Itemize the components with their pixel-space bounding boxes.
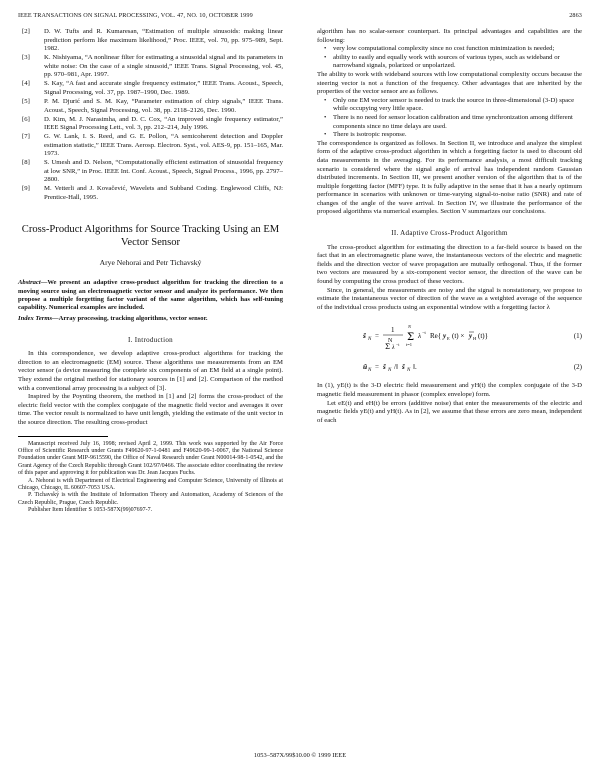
index-terms-text: Array processing, tracking algorithms, vector sensor.: [58, 315, 208, 323]
reference-item: [2] D. W. Tufts and R. Kumaresan, “Estimation of multiple sinusoids: making linear prediction perform like maximum likelihood,” Proc. IEEE, vol. 70, pp. 975–989, Sept. 1982.: [22, 28, 283, 53]
footnote-rule: [18, 436, 108, 437]
svg-text:Σ: Σ: [385, 343, 390, 352]
svg-text:=: =: [375, 363, 379, 372]
paragraph: The cross-product algorithm for estimating the direction to a far-field source is based on the fact that in an electromagnetic plane wave, the instantaneous vectors of the electric and magnetic fields and the direction vector of wave propagation are mutually orthogonal. Thus, if the former two vectors are measured by a six-component vector sensor, the direction of the wave can be found by computing the cross product of these vectors.: [317, 243, 582, 286]
svg-text:(t)}: (t)}: [478, 332, 488, 341]
copyright-footer: 1053–587X/99$10.00 © 1999 IEEE: [253, 752, 347, 759]
index-terms: [18, 315, 283, 323]
svg-text:N: N: [408, 324, 412, 330]
paper-authors: Arye Nehorai and Petr Tichavský: [99, 257, 202, 267]
svg-text:t=1: t=1: [406, 342, 413, 348]
paragraph: In (1), yE(t) is the 3-D electric field measurement and yH(t) the complex conjugate of the 3-D magnetic field measurement in phasor (complex envelope) form.: [317, 382, 582, 398]
footnote: A. Nehorai is with Department of Electrical Engineering and Computer Science, University of Illinois at Chicago, Chicago, IL 60607-7053 USA.: [18, 477, 283, 492]
reference-item: [7] G. W. Lank, I. S. Reed, and G. E. Pollon, “A semicoherent detection and Doppler estimation statistic,” IEEE Trans. Aerosp. Electron. Syst., vol. AES-9, pp. 151–165, Mar. 1973.: [22, 133, 283, 158]
svg-text:N: N: [388, 368, 392, 374]
svg-text:ŝ: ŝ: [363, 331, 366, 341]
reference-item: [8] S. Umesh and D. Nelson, “Computationally efficient estimation of sinusoidal frequency at low SNR,” in Proc. IEEE Int. Conf. Acoust., Speech, Signal Process., 1996, pp. 2797–2800.: [22, 159, 283, 184]
svg-text:Σ: Σ: [407, 332, 415, 344]
svg-text:Re{: Re{: [430, 332, 442, 341]
equation-2: [317, 360, 582, 374]
svg-text:(t) ×: (t) ×: [452, 332, 465, 341]
journal-header: IEEE TRANSACTIONS ON SIGNAL PROCESSING, VOL. 47, NO. 10, OCTOBER 1999: [18, 12, 253, 19]
index-terms-label: Index Terms—: [18, 315, 59, 323]
list-item: • Only one EM vector sensor is needed to track the source in three-dimensional (3-D) space while occupying very little space.: [333, 97, 582, 114]
right-column: [317, 28, 582, 425]
paragraph: The ability to work with wideband sources with low computational complexity occurs because the steering vector is not a function of the frequency. Other advantages that are inherited by the properties of the vector sensor are as follows.: [317, 70, 582, 96]
section-heading-algorithm: II. Adaptive Cross-Product Algorithm: [391, 229, 508, 238]
footnote: Manuscript received July 16, 1998; revised April 2, 1999. This work was supported by the Air Force Office of Scientific Research under Grants F49620-97-1-0481 and F49620-99-1-0067, the National Science Foundation under Grant MIP-9615590, the Office of Naval Research under Grant N00014-98-1-0542, and the Grant Agency of the Czech Republic through Grant 102/97/0466. The associate editor coordinating the review of this paper and approving it for publication was Dr. Jean Jacques Fuchs.: [18, 440, 283, 477]
svg-text:1: 1: [391, 326, 395, 335]
svg-text:λ: λ: [392, 345, 395, 352]
svg-text:N: N: [368, 368, 372, 374]
svg-text:−t: −t: [396, 342, 400, 348]
paragraph: Since, in general, the measurements are noisy and the signal is nonstationary, we propose to estimate the instantaneous vector of direction of the wave as a weighted average of the sequence of the individual cross products using an exponential window with a forgetting factor λ: [317, 286, 582, 311]
paragraph: Let eE(t) and eH(t) be errors (additive noise) that enter the measurements of the electric and magnetic fields yE(t) and yH(t). As in [2], we assume that these errors are zero mean, independent of each: [317, 399, 582, 424]
svg-text:‖.: ‖.: [413, 363, 417, 372]
svg-text:N: N: [407, 368, 411, 374]
reference-item: [5] P. M. Djurić and S. M. Kay, “Parameter estimation of chirp signals,” IEEE Trans. Acoust., Speech, Signal Processing, vol. 38, pp. 2118–2126, Dec. 1990.: [22, 97, 283, 114]
intro-paragraph: Inspired by the Poynting theorem, the method in [1] and [2] forms the cross-product of the electric field vector with the complex conjugate of the magnetic field vector and averages it over time. The vector result is normalized to have unit length, yielding the estimate of the unit vector in the source direction. The resulting cross-product: [18, 393, 283, 427]
svg-text:ŝ: ŝ: [383, 363, 386, 372]
footnote: P. Tichavský is with the Institute of Information Theory and Automation, Academy of Sciences of the Czech Republic, Prague, Czech Republic.: [18, 492, 283, 506]
page-number: 2863: [569, 12, 582, 19]
paper-title: Cross-Product Algorithms for Source Tracking Using an EM Vector Sensor: [21, 223, 280, 248]
svg-text:û: û: [363, 362, 368, 372]
svg-text:λ: λ: [418, 332, 422, 341]
svg-text:/‖: /‖: [394, 363, 398, 372]
footnotes: [18, 441, 283, 515]
reference-list: [18, 28, 283, 203]
equation-1-number: (1): [573, 332, 582, 341]
properties-list: [317, 97, 582, 140]
abstract-label: Abstract—: [18, 279, 48, 287]
equation-2-number: (2): [573, 363, 582, 372]
running-header: [18, 12, 582, 19]
section-heading-introduction: I. Introduction: [128, 335, 173, 344]
reference-item: [6] D. Kim, M. J. Narasimha, and D. C. Cox, “An improved single frequency estimator,” IEEE Signal Processing Lett., vol. 3, pp. 212–214, July 1996.: [22, 115, 283, 132]
reference-item: [9] M. Vetterli and J. Kovačević, Wavelets and Subband Coding. Englewood Cliffs, NJ: Prentice-Hall, 1995.: [22, 185, 283, 202]
paragraph: algorithm has no scalar-sensor counterpart. Its principal advantages and capabilities are the following:: [317, 28, 582, 44]
equation-2-graphic: [317, 360, 582, 374]
svg-text:E: E: [447, 336, 450, 342]
reference-item: [3] K. Nishiyama, “A nonlinear filter for estimating a sinusoidal signal and its parameters in white noise: On the case of a single sinusoid,” IEEE Trans. Signal Processing, vol. 45, pp. 970–981, Apr. 1997.: [22, 54, 283, 79]
advantages-list: [317, 45, 582, 71]
list-item: • very low computational complexity since no cost function minimization is needed;: [333, 45, 582, 54]
list-item: • ability to easily and equally work with sources of various types, such as wideband or narrowband signals, polarized or unpolarized.: [333, 54, 582, 71]
left-column: [18, 28, 283, 515]
svg-text:N: N: [368, 337, 372, 343]
svg-text:N: N: [388, 338, 393, 345]
intro-paragraph: In this correspondence, we develop adaptive cross-product algorithms for tracking the direction to an electromagnetic (EM) source. These algorithms use measurements from an EM vector sensor (a device measuring the complete six components of an EM field at a single point). They extend the original method for stationary sources in [1] and [2]. Comparison of the method with a conventional array processing is a subject of [3].: [18, 350, 283, 392]
abstract-text: We present an adaptive cross-product algorithm for tracking the direction to a moving source using an electromagnetic vector sensor and analyze its performance. We then propose a multiple forgetting factor variant of the same algorithm, which has self-tuning capability. Numerical examples are included.: [18, 279, 283, 312]
list-item: • There is no need for sensor location calibration and time synchronization among different components since no time delays are used.: [333, 114, 582, 131]
list-item: • There is isotropic response.: [333, 131, 582, 140]
paragraph: The correspondence is organized as follows. In Section II, we introduce and analyze the simplest form of the adaptive cross-product algorithm in which a forgetting factor is used to discount old data measurements in the averaging. For its performance analysis, a most difficult tracking scenario is considered where the signal angle of arrival has independent random Gaussian distributed increments. In Section III, we present another version of the algorithm that is of the multiple forgetting factor (MFF) type. It is fully adaptive in the sense that it has a nearly optimum performance in scenarios with unknown or time-varying signal-to-noise ratio (SNR) and rate of changes of the angle of the wave arrival. In Section IV, we illustrate the performance of the proposed algorithms via numerical examples. Section V summarizes our conclusions.: [317, 139, 582, 216]
equation-1: [317, 318, 582, 354]
svg-text:−t: −t: [422, 330, 426, 336]
equation-1-graphic: [317, 318, 582, 354]
svg-text:=: =: [375, 332, 379, 341]
reference-item: [4] S. Kay, “A fast and accurate single frequency estimator,” IEEE Trans. Acoust., Speech, Signal Processing, vol. 37, pp. 1987–1990, Dec. 1989.: [22, 80, 283, 96]
footnote: Publisher Item Identifier S 1053-587X(99)07697-7.: [28, 507, 153, 514]
svg-text:ŝ: ŝ: [402, 363, 405, 372]
svg-text:H: H: [473, 336, 477, 342]
svg-text:y: y: [469, 332, 473, 341]
svg-text:y: y: [443, 332, 447, 341]
abstract: [18, 279, 283, 312]
